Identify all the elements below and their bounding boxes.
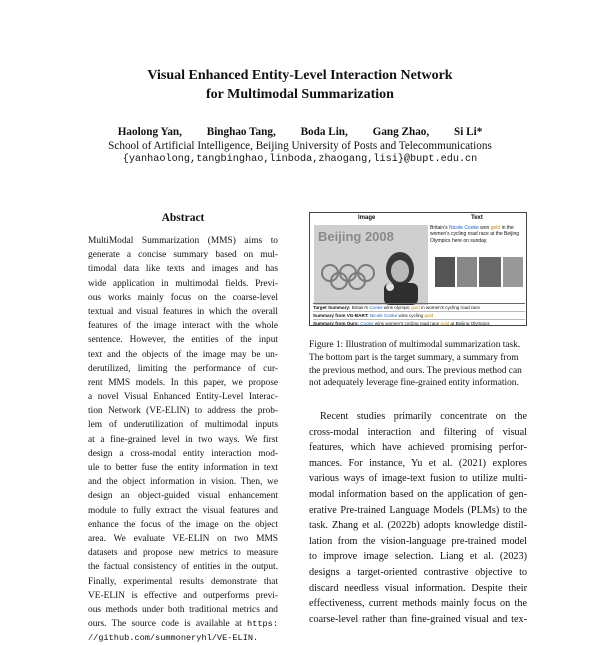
abstract-line: features of the image interact with the whole xyxy=(88,321,278,332)
abstract-line: module to fully extract the visual features and xyxy=(88,505,278,516)
abstract-line: textual and visual features in which the overall xyxy=(88,306,278,317)
figure-1 xyxy=(309,212,527,326)
body-line: features, which have achieved promising perfor- xyxy=(309,442,527,454)
body-line: task. Zhang et al. (2022b) adopts knowledge distil- xyxy=(309,520,527,532)
affiliation: School of Artificial Intelligence, Beijing University of Posts and Telecommunications xyxy=(108,140,492,152)
source-code-link[interactable]: //github.com/summoneryhl/VE-ELIN. xyxy=(88,633,259,644)
abstract-line: and the object information in vision. Then, we xyxy=(88,477,278,488)
abstract-line: rent MMS models. In this paper, we propose xyxy=(88,377,278,388)
body-line: discard needless visual information. Despite their xyxy=(309,582,527,594)
author-emails: {yanhaolong,tangbinghao,linboda,zhaogang,lisi}@bupt.edu.cn xyxy=(122,154,478,165)
figure-thumbnails xyxy=(435,257,525,287)
abstract-line: MultiModal Summarization (MMS) aims to xyxy=(88,236,278,246)
abstract-line: derutilized, limiting the performance of cur- xyxy=(88,363,278,374)
title-line-1: Visual Enhanced Entity-Level Interaction Network xyxy=(147,68,453,83)
thumbnail-image xyxy=(503,257,523,287)
title-line-2: for Multimodal Summarization xyxy=(206,87,394,102)
body-line: coarse-level rather than fine-grained visual and tex- xyxy=(309,613,527,625)
thumbnail-image xyxy=(435,257,455,287)
abstract-line: text and the objects of the image may be un- xyxy=(88,349,278,360)
author-name: Binghao Tang, xyxy=(206,126,276,138)
body-line: designs a target-oriented contrastive objective to xyxy=(309,566,527,578)
body-line: cross-modal interaction and filtering of visual xyxy=(309,426,527,438)
thumbnail-image xyxy=(457,257,477,287)
abstract-line: tion Network (VE-ELIN) to address the prob- xyxy=(88,406,278,417)
abstract-heading: Abstract xyxy=(161,212,205,224)
figure-text-header: Text xyxy=(471,215,483,221)
abstract-line: timodal data like texts and images and has xyxy=(88,264,278,275)
photo-banner-text: Beijing 2008 xyxy=(318,229,394,244)
author-name: Haolong Yan, xyxy=(117,126,182,138)
summary-row xyxy=(313,311,525,319)
author-name: Gang Zhao, xyxy=(372,126,430,138)
body-line: erative Pre-trained Language Models (PLMs) to the xyxy=(309,504,527,516)
abstract-line: enhance the focus of the image on the object xyxy=(88,519,278,530)
body-paragraph xyxy=(309,409,527,627)
figure-summaries xyxy=(313,303,525,328)
author-name: Si Li* xyxy=(454,126,483,138)
abstract-line: generate a concise summary based on mul- xyxy=(88,250,278,261)
body-line: lation from the vision-language pre-trained model xyxy=(309,535,527,547)
figure-text-snippet xyxy=(430,225,524,244)
summary-row xyxy=(313,303,525,311)
abstract-line: VE-ELIN is effective and outperforms previ- xyxy=(88,590,278,601)
abstract-line: a novel Visual Enhanced Entity-Level Interac- xyxy=(88,392,278,403)
body-line: modal information based on the application of gen- xyxy=(309,488,527,500)
body-line: effectiveness, current methods mainly focus on the xyxy=(309,598,527,610)
abstract-line: ous works mainly focus on the coarse-level xyxy=(88,292,278,303)
abstract-line-text: ours. The source code is available at xyxy=(88,619,242,630)
abstract-line: datasets and propose new metrics to measure xyxy=(88,548,278,559)
abstract-line: Finally, experimental results demonstrate that xyxy=(88,576,278,587)
summary-label: Summary from VG-BART: xyxy=(313,313,369,319)
body-line: mances. For instance, Yu et al. (2021) explores xyxy=(309,457,527,469)
snippet-line: Britain's Nicole Cooke won gold in the xyxy=(430,225,514,231)
abstract-line: ous methods under both traditional metrics and xyxy=(88,604,278,615)
thumbnail-image xyxy=(479,257,501,287)
abstract-line: ule to better fuse the entity information in text xyxy=(88,463,278,473)
abstract-line xyxy=(88,617,278,631)
abstract-line: wide application in multimodal fields. Previ- xyxy=(88,278,278,289)
summary-text: Britain's Cooke wins olympic gold in women's cycling road race xyxy=(351,305,480,310)
abstract-line: at a fine-grained level in two ways. We first xyxy=(88,434,278,445)
summary-text: Nicole Cooke wins cycling gold xyxy=(369,313,434,319)
summary-row xyxy=(313,319,525,327)
abstract-line: design an object-guided visual enhancement xyxy=(88,491,278,502)
athlete-photo xyxy=(314,225,428,305)
figure-caption: Figure 1: Illustration of multimodal summarization task. The bottom part is the target summary, a summary from the previous method, and ours. The previous method can not adequately leverage fine-grained entity information. xyxy=(309,340,522,389)
abstract-line: design a cross-modal entity interaction mod- xyxy=(88,448,278,459)
abstract-line: sentence. However, the entities of the input xyxy=(88,335,278,346)
summary-label: Target Summary: xyxy=(313,305,351,310)
abstract-line: the factual consistency of entities in the output. xyxy=(88,562,278,573)
snippet-line: Olympics here on sunday. xyxy=(430,237,488,244)
body-line: Recent studies primarily concentrate on the xyxy=(320,411,527,422)
author-list xyxy=(0,125,600,139)
paper-title xyxy=(0,66,600,104)
body-line: to improve image selection. Liang et al. (2023) xyxy=(309,551,527,563)
body-line: various ways of image-text fusion to utilize multi- xyxy=(309,473,527,485)
abstract-line: lem of underutilization of multimodal inputs xyxy=(88,420,278,431)
figure-image-header: Image xyxy=(358,215,376,221)
abstract-line: area. We evaluate VE-ELIN on two MMS xyxy=(88,533,278,544)
summary-text: Cooke wins women's cycling road race gold at Beijing Olympics xyxy=(360,321,490,327)
summary-label: Summary from Ours: xyxy=(313,321,359,327)
abstract-body xyxy=(88,234,278,645)
snippet-line: women's cycling road race at the Beijing xyxy=(430,231,520,238)
source-code-link[interactable]: https: xyxy=(247,619,278,630)
author-name: Boda Lin, xyxy=(300,126,348,138)
